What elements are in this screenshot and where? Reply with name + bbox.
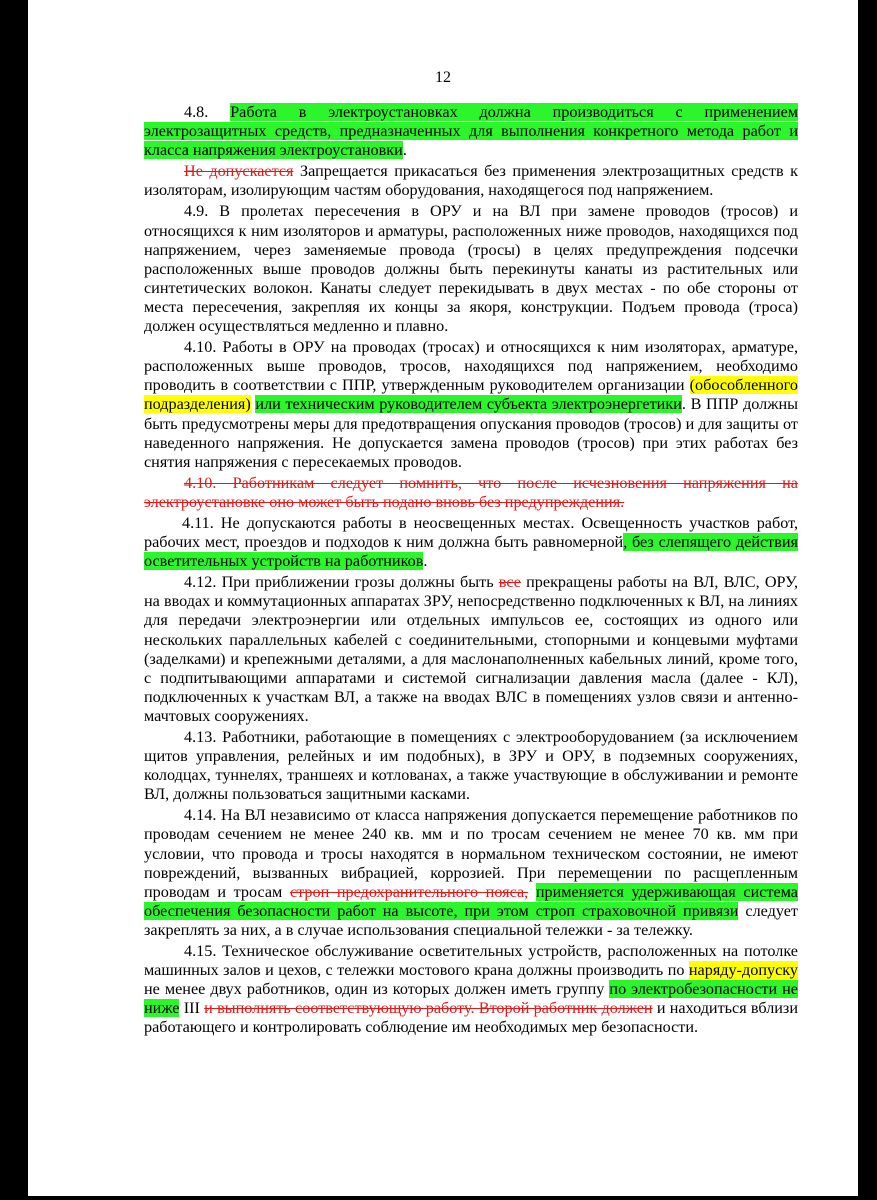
deleted-text: строп предохранительного пояса, [289, 882, 529, 901]
plain-text: 4.9. В пролетах пересечения в ОРУ и на ВЛ при замене проводов (тросов) и относящихся к ним изоляторов и арматуры, расположенных ниже проводов, находящихся под напряжением, через заменяемые провода (тросы) в целях предупреждения подсечки расположенных выше проводов должны быть перекинуты канаты из растительных или синтетических волокон. Канаты следует перекидывать в двух местах - по обе стороны от места пересечения, закрепляя их концы за якоря, конструкции. Подъем провода (троса) должен осуществляться медленно и плавно. [144, 202, 798, 336]
paragraph-4-12 [144, 573, 798, 726]
green-highlight-text: , без слепящего действия осветительных устройств на работников [144, 533, 798, 571]
yellow-highlight-text: (обособленного подразделения) [144, 376, 798, 414]
document-page [28, 0, 858, 1196]
paragraph-4-14 [144, 806, 798, 940]
yellow-highlight-text: наряду-допуску [688, 961, 798, 980]
plain-text: прекращены работы на ВЛ, ВЛС, ОРУ, на вводах и коммутационных аппаратах ЗРУ, непосредственно подключенных к ВЛ, на линиях для передачи электроэнергии или отдельных импульсов ее, состоящих из одного или нескольких параллельных кабелей с соединительными, стопорными и концевыми муфтами (заделками) и крепежными деталями, а для маслонаполненных кабельных линий, кроме того, с подпитывающими аппаратами и системой сигнализации давления масла (далее - КЛ), подключенных к участкам ВЛ, а также на вводах ВЛС в помещениях узлов связи и антенно-мачтовых сооружениях. [144, 573, 798, 725]
plain-text: 4.14. На ВЛ независимо от класса напряжения допускается перемещение работников по проводам сечением не менее 240 кв. мм и по тросам сечением не менее 70 кв. мм при условии, что провода и тросы находятся в нормальном техническом состоянии, не имеют повреждений, вызванных вибрацией, коррозией. При перемещении по расщепленным проводам и тросам [144, 806, 798, 901]
plain-text: не менее двух работников, один из которых должен иметь группу [144, 980, 610, 999]
plain-text: 4.12. При приближении грозы должны быть [184, 573, 499, 592]
plain-text: 4.15. Техническое обслуживание осветительных устройств, расположенных на потолке машинных залов и цехов, с тележки мостового крана должны производить по [144, 942, 798, 980]
plain-text: III [179, 999, 205, 1018]
green-highlight-text: или техническим руководителем субъекта электроэнергетики [255, 395, 682, 414]
plain-text: и находиться вблизи работающего и контролировать соблюдение им необходимых мер безопасности. [144, 999, 798, 1037]
paragraph-4-8-continued [144, 162, 798, 200]
green-highlight-text: применяется удерживающая система обеспечения безопасности работ на высоте, при этом строп страховочной привязи [144, 882, 798, 920]
deleted-text: все [498, 573, 521, 592]
green-highlight-text: Работа в электроустановках должна производиться с применением электрозащитных средств, предназначенных для выполнения конкретного метода работ и класса напряжения электроустановки [144, 103, 799, 160]
plain-text: . [402, 141, 407, 160]
plain-text: 4.11. Не допускаются работы в неосвещенных местах. Освещенность участков работ, рабочих мест, проездов и подходов к ним должна быть равномерной [144, 513, 798, 552]
deleted-text: Не допускается [184, 162, 294, 181]
page-number: 12 [435, 69, 451, 86]
plain-text: . В ППР должны быть предусмотрены меры для предотвращения опускания проводов (тросов) и для защиты от наведенного напряжения. Не допускается замена проводов (тросов) при этих работах без снятия напряжения с пересекаемых проводов. [144, 395, 798, 471]
paragraph-4-9 [144, 202, 798, 336]
paragraph-4-13 [144, 728, 798, 804]
clause-number: 4.8. [184, 103, 231, 121]
plain-text [528, 883, 536, 901]
plain-text: . [423, 552, 428, 571]
plain-text: Запрещается прикасаться без применения электрозащитных средств к изоляторам, изолирующим частям оборудования, находящегося под напряжением. [144, 162, 798, 200]
paragraph-4-8 [144, 103, 798, 160]
plain-text: 4.10. Работы в ОРУ на проводах (тросах) и относящихся к ним изоляторах, арматуре, расположенных выше проводов, тросов, находящихся под напряжением, необходимо проводить в соответствии с ППР, утвержденным руководителем организации [144, 338, 798, 395]
paragraph-4-10 [144, 338, 798, 472]
paragraph-4-10-deleted [144, 474, 798, 512]
green-highlight-text: по электробезопасности не ниже [144, 980, 798, 1018]
document-body [144, 103, 798, 1040]
plain-text: 4.13. Работники, работающие в помещениях с электрооборудованием (за исключением щитов управления, релейных и им подобных), в ЗРУ и ОРУ, в подземных сооружениях, колодцах, туннелях, траншеях и котлованах, а также участвующие в обслуживании и ремонте ВЛ, должны пользоваться защитными касками. [144, 728, 798, 804]
deleted-text: и выполнять соответствующую работу. Второй работник должен [204, 999, 653, 1018]
plain-text: следует закреплять за них, а в случае использования специальной тележки - за тележку. [144, 901, 798, 939]
deleted-text: 4.10. Работникам следует помнить, что после исчезновения напряжения на электроустановке оно может быть подано вновь без предупреждения. [144, 473, 798, 511]
paragraph-4-11 [144, 514, 798, 571]
paragraph-4-15 [144, 942, 798, 1037]
